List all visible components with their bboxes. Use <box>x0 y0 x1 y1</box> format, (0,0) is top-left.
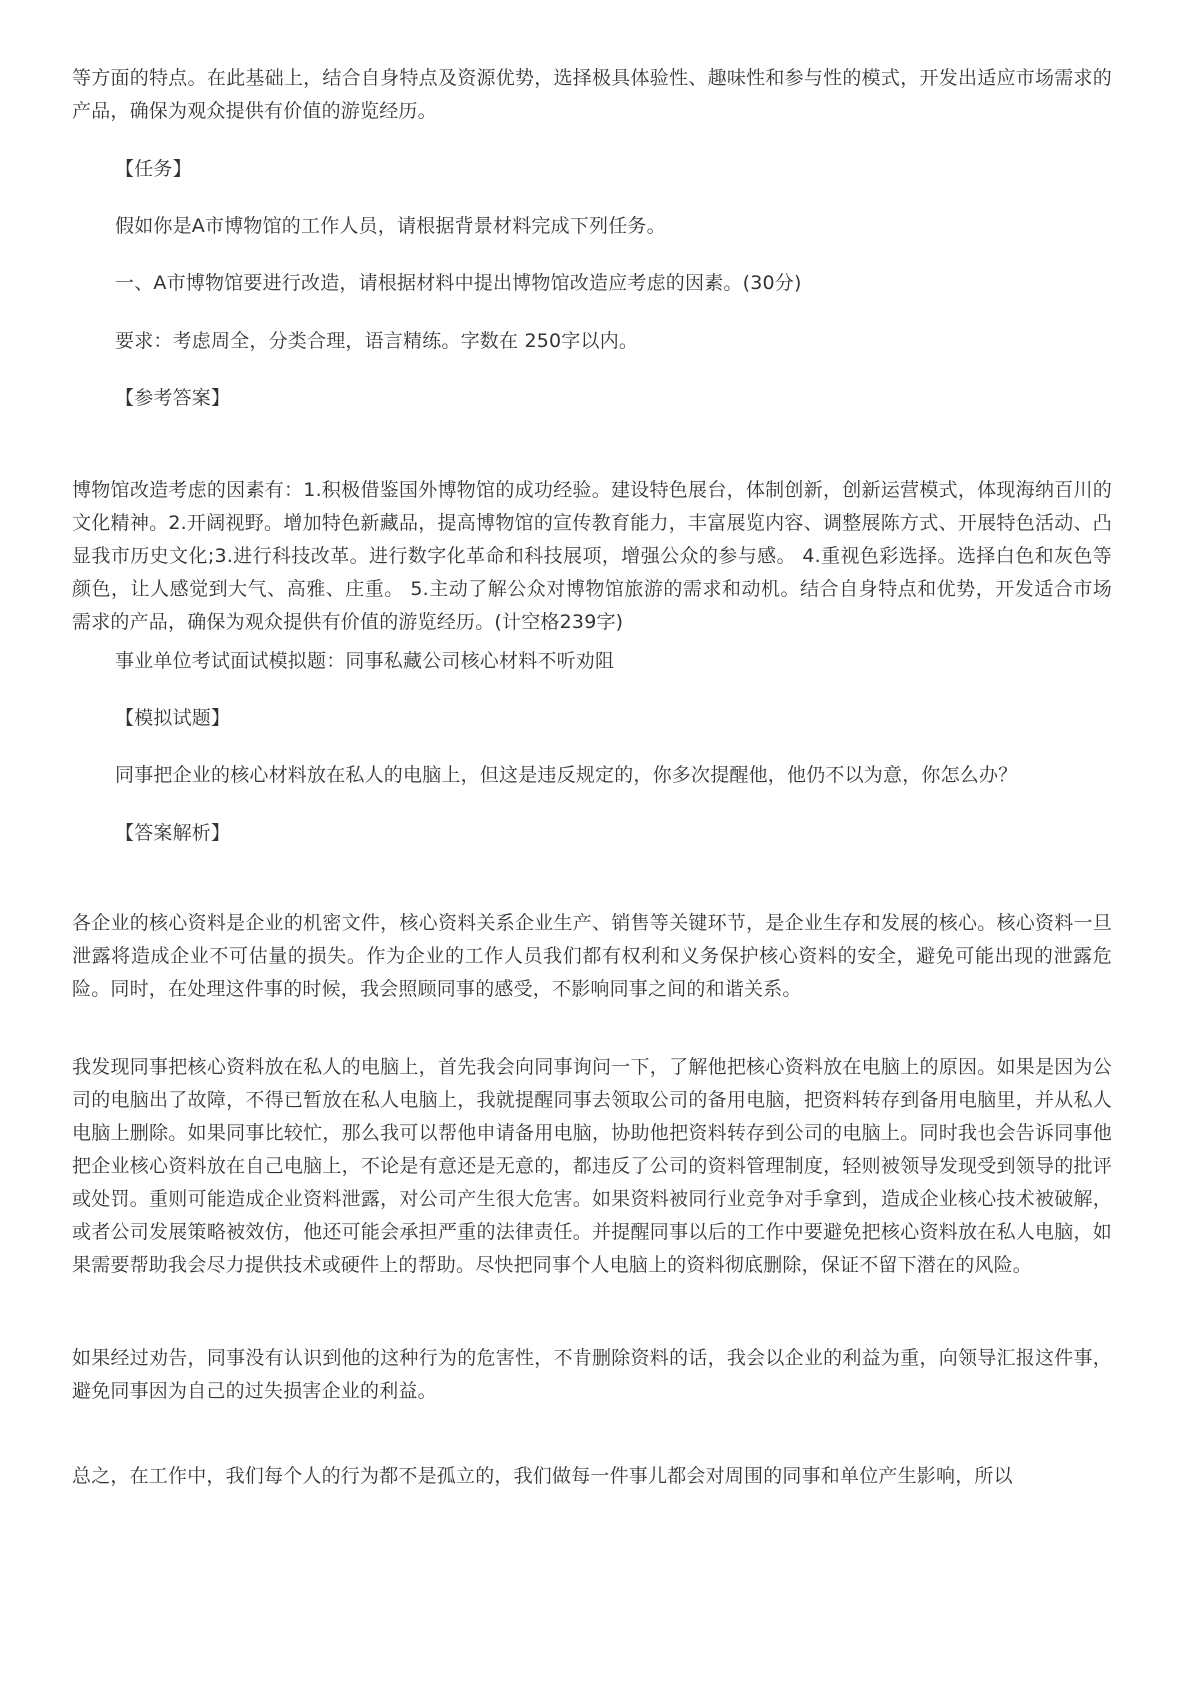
paragraph-conclusion: 总之，在工作中，我们每个人的行为都不是孤立的，我们做每一件事儿都会对周围的同事和单位产生影响，所以 <box>72 1465 1013 1487</box>
paragraph-mock-question: 同事把企业的核心材料放在私人的电脑上，但这是违反规定的，你多次提醒他，他仍不以为意，你怎么办？ <box>115 764 1018 786</box>
paragraph-question-one: 一、A市博物馆要进行改造，请根据材料中提出博物馆改造应考虑的因素。(30分) <box>115 272 802 294</box>
paragraph-reference-answer: 博物馆改造考虑的因素有：1.积极借鉴国外博物馆的成功经验。建设特色展台，体制创新，创新运营模式，体现海纳百川的文化精神。2.开阔视野。增加特色新藏品，提高博物馆的宣传教育能力，丰富展览内容、调整展陈方式、开展特色活动、凸显我市历史文化;3.进行科技改革。进行数字化革命和科技展项，增强公众的参与感。 4.重视色彩选择。选择白色和灰色等颜色，让人感觉到大气、高雅、庄重。 5.主动了解公众对博物馆旅游的需求和动机。结合自身特点和优势，开发适合市场需求的产品，确保为观众提供有价值的游览经历。(计空格239字) <box>72 479 1112 633</box>
paragraph-museum-features: 等方面的特点。在此基础上，结合自身特点及资源优势，选择极具体验性、趣味性和参与性的模式，开发出适应市场需求的产品，确保为观众提供有价值的游览经历。 <box>72 67 1112 122</box>
paragraph-mock-exam-title: 事业单位考试面试模拟题：同事私藏公司核心材料不听劝阻 <box>115 650 615 672</box>
heading-reference-answer: 【参考答案】 <box>115 387 231 409</box>
paragraph-analysis-handling: 我发现同事把核心资料放在私人的电脑上，首先我会向同事询问一下，了解他把核心资料放在电脑上的原因。如果是因为公司的电脑出了故障，不得已暂放在私人电脑上，我就提醒同事去领取公司的备用电脑，把资料转存到备用电脑里，并从私人电脑上删除。如果同事比较忙，那么我可以帮他申请备用电脑，协助他把资料转存到公司的电脑上。同时我也会告诉同事他把企业核心资料放在自己电脑上，不论是有意还是无意的，都违反了公司的资料管理制度，轻则被领导发现受到领导的批评或处罚。重则可能造成企业资料泄露，对公司产生很大危害。如果资料被同行业竞争对手拿到，造成企业核心技术被破解，或者公司发展策略被效仿，他还可能会承担严重的法律责任。并提醒同事以后的工作中要避免把核心资料放在私人电脑，如果需要帮助我会尽力提供技术或硬件上的帮助。尽快把同事个人电脑上的资料彻底删除，保证不留下潜在的风险。 <box>72 1056 1112 1276</box>
paragraph-requirements: 要求：考虑周全，分类合理，语言精练。字数在 250字以内。 <box>115 330 639 352</box>
heading-answer-analysis: 【答案解析】 <box>115 822 231 844</box>
paragraph-analysis-report: 如果经过劝告，同事没有认识到他的这种行为的危害性，不肯删除资料的话，我会以企业的利益为重，向领导汇报这件事，避免同事因为自己的过失损害企业的利益。 <box>72 1347 1112 1402</box>
heading-task: 【任务】 <box>115 158 192 180</box>
heading-mock-question: 【模拟试题】 <box>115 707 231 729</box>
paragraph-task-intro: 假如你是A市博物馆的工作人员，请根据背景材料完成下列任务。 <box>115 215 666 237</box>
paragraph-analysis-intro: 各企业的核心资料是企业的机密文件，核心资料关系企业生产、销售等关键环节，是企业生存和发展的核心。核心资料一旦泄露将造成企业不可估量的损失。作为企业的工作人员我们都有权利和义务保护核心资料的安全，避免可能出现的泄露危险。同时，在处理这件事的时候，我会照顾同事的感受，不影响同事之间的和谐关系。 <box>72 912 1112 1000</box>
